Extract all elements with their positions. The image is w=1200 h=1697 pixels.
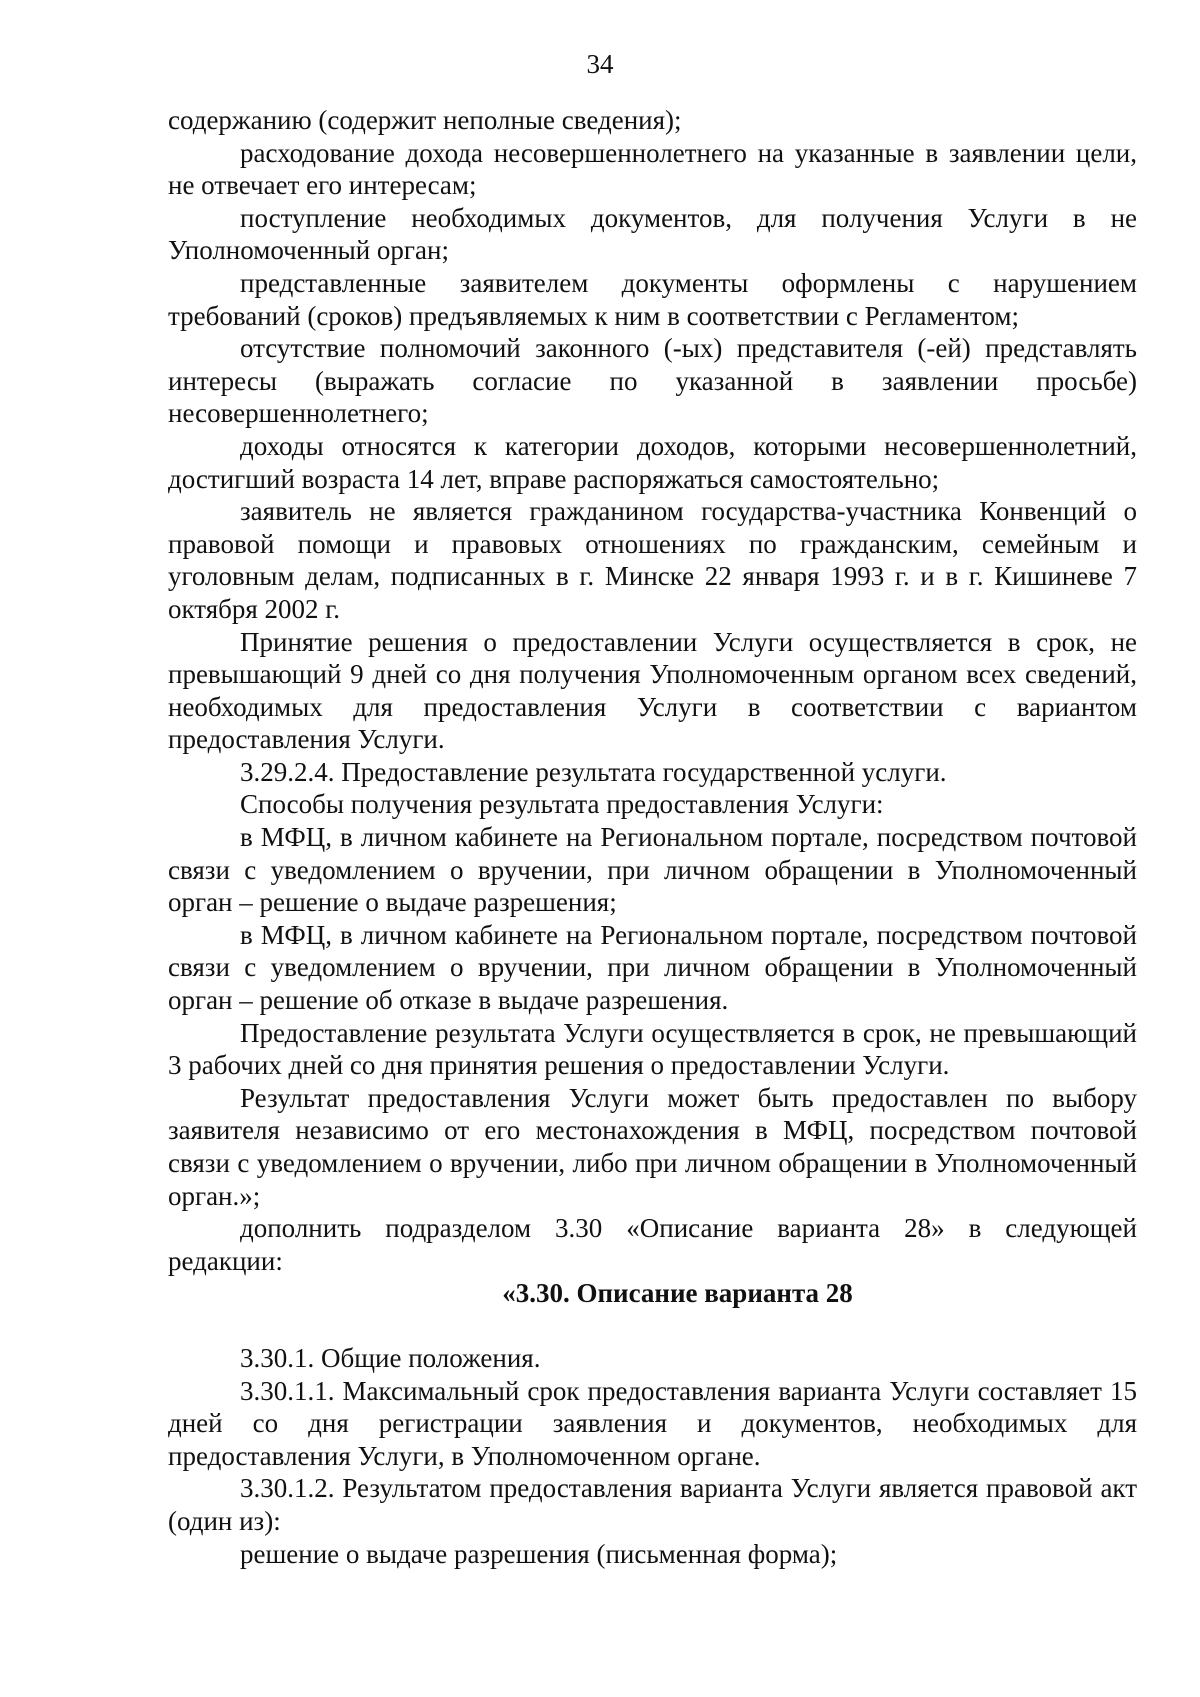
paragraph: 3.30.1.1. Максимальный срок предоставления варианта Услуги составляет 15 дней со дня регистрации заявления и документов, необходимых для предоставления Услуги, в Уполномоченном органе. [168, 1375, 1137, 1471]
paragraph: Способы получения результата предоставления Услуги: [240, 789, 884, 820]
paragraph: Предоставление результата Услуги осуществляется в срок, не превышающий 3 рабочих дней со дня принятия решения о предоставлении Услуги. [168, 1017, 1137, 1081]
paragraph: решение о выдаче разрешения (письменная форма); [240, 1538, 838, 1569]
paragraph: представленные заявителем документы оформлены с нарушением требований (сроков) предъявляемых к ним в соответствии с Регламентом; [168, 267, 1137, 331]
document-body [168, 104, 1137, 1570]
paragraph: поступление необходимых документов, для получения Услуги в не Уполномоченный орган; [168, 202, 1137, 266]
paragraph: отсутствие полномочий законного (-ых) представителя (-ей) представлять интересы (выражать согласие по указанной в заявлении просьбе) несовершеннолетнего; [168, 333, 1137, 429]
paragraph: Принятие решения о предоставлении Услуги осуществляется в срок, не превышающий 9 дней со дня получения Уполномоченным органом всех сведений, необходимых для предоставления Услуги в соответствии с вариантом предоставления Услуги. [168, 626, 1137, 755]
paragraph: дополнить подразделом 3.30 «Описание варианта 28» в следующей редакции: [168, 1213, 1137, 1276]
paragraph: в МФЦ, в личном кабинете на Региональном портале, посредством почтовой связи с уведомлением о вручении, при личном обращении в Уполномоченный орган – решение о выдаче разрешения; [168, 822, 1137, 918]
paragraph: заявитель не является гражданином государства-участника Конвенций о правовой помощи и правовых отношениях по гражданским, семейным и уголовным делам, подписанных в г. Минске 22 января 1993 г. и в г. Кишиневе 7 октября 2002 г. [168, 496, 1137, 624]
section-heading: «3.30. Описание варианта 28 [502, 1278, 853, 1309]
paragraph: доходы относятся к категории доходов, которыми несовершеннолетний, достигший возраста 14 лет, вправе распоряжаться самостоятельно; [168, 430, 1137, 494]
paragraph: 3.30.1. Общие положения. [240, 1342, 541, 1373]
paragraph: расходование дохода несовершеннолетнего на указанные в заявлении цели, не отвечает его интересам; [168, 137, 1137, 201]
page-number: 34 [586, 49, 614, 79]
paragraph: содержанию (содержит неполные сведения); [168, 105, 682, 135]
paragraph: в МФЦ, в личном кабинете на Региональном портале, посредством почтовой связи с уведомлением о вручении, при личном обращении в Уполномоченный орган – решение об отказе в выдаче разрешения. [168, 919, 1137, 1016]
paragraph: 3.30.1.2. Результатом предоставления варианта Услуги является правовой акт (один из): [168, 1473, 1137, 1536]
paragraph: 3.29.2.4. Предоставление результата государственной услуги. [240, 756, 947, 787]
paragraph: Результат предоставления Услуги может быть предоставлен по выбору заявителя независимо от его местонахождения в МФЦ, посредством почтовой связи с уведомлением о вручении, либо при личном обращении в Уполномоченный орган.»; [168, 1082, 1137, 1211]
